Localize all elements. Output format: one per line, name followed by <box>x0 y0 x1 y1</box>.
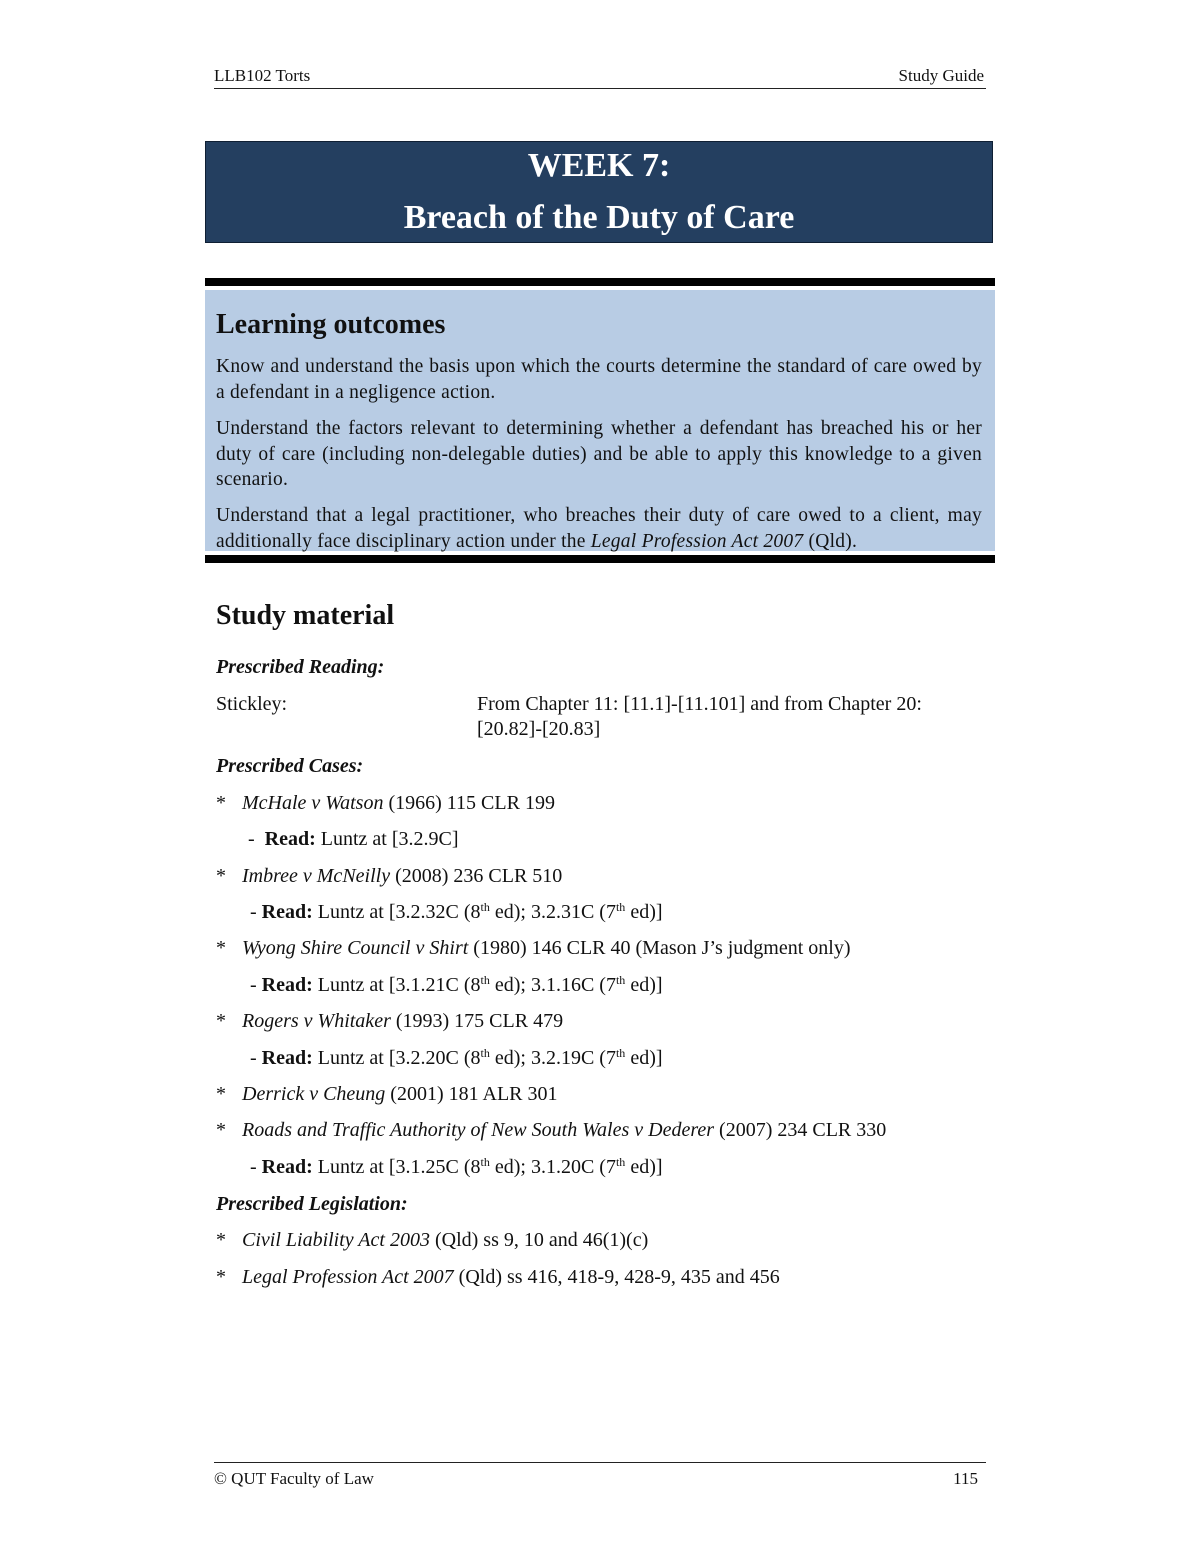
legislation-name: Legal Profession Act 2007 <box>242 1266 454 1288</box>
reading-chapters-line2: [20.82]-[20.83] <box>477 718 601 740</box>
case-name: Derrick v Cheung <box>242 1083 386 1105</box>
bullet: * <box>216 792 226 814</box>
bullet: * <box>216 865 226 887</box>
bullet: * <box>216 1229 226 1251</box>
case-reading: - Read: Luntz at [3.2.9C] <box>248 828 459 850</box>
learning-outcomes-box <box>205 278 995 563</box>
learning-outcomes-panel <box>205 290 995 551</box>
case-name: Imbree v McNeilly <box>242 865 391 887</box>
bullet: * <box>216 1010 226 1032</box>
case-reading: - Read: Luntz at [3.1.25C (8th ed); 3.1.20C (7th ed)] <box>250 1155 663 1178</box>
outcome-3: Understand that a legal practitioner, who breaches their duty of care owed to a client, may additionally face disciplinary action under the Legal Profession Act 2007 (Qld). <box>216 505 982 552</box>
case-reading: - Read: Luntz at [3.2.32C (8th ed); 3.2.31C (7th ed)] <box>250 900 663 923</box>
course-code: LLB102 Torts <box>214 66 311 85</box>
learning-outcomes-heading: Learning outcomes <box>216 309 446 340</box>
page-footer <box>214 1462 986 1493</box>
bullet: * <box>216 1119 226 1141</box>
case-name: Rogers v Whitaker <box>242 1010 391 1032</box>
case-item: McHale v Watson (1966) 115 CLR 199 <box>242 792 555 814</box>
case-item: Imbree v McNeilly (2008) 236 CLR 510 <box>242 865 563 887</box>
study-material-heading: Study material <box>216 600 395 631</box>
act-title: Legal Profession Act 2007 <box>590 530 804 552</box>
case-reading: - Read: Luntz at [3.1.21C (8th ed); 3.1.16C (7th ed)] <box>250 973 663 996</box>
page-header <box>214 66 986 89</box>
reading-chapters-line1: From Chapter 11: [11.1]-[11.101] and from Chapter 20: <box>477 693 922 715</box>
prescribed-cases-label: Prescribed Cases: <box>216 755 364 777</box>
page-number: 115 <box>953 1469 978 1488</box>
case-reading: - Read: Luntz at [3.2.20C (8th ed); 3.2.19C (7th ed)] <box>250 1046 663 1069</box>
case-name: Wyong Shire Council v Shirt <box>242 937 469 959</box>
bullet: * <box>216 1266 226 1288</box>
legislation-name: Civil Liability Act 2003 <box>242 1229 430 1251</box>
case-item: Roads and Traffic Authority of New South Wales v Dederer (2007) 234 CLR 330 <box>242 1119 887 1141</box>
guide-label: Study Guide <box>898 66 984 85</box>
case-name: Roads and Traffic Authority of New South Wales v Dederer <box>242 1119 715 1141</box>
outcome-1: Know and understand the basis upon which the courts determine the standard of care owed by a defendant in a negligence action. <box>216 356 982 403</box>
copyright: © QUT Faculty of Law <box>214 1469 374 1488</box>
case-item: Wyong Shire Council v Shirt (1980) 146 CLR 40 (Mason J’s judgment only) <box>242 937 851 959</box>
legislation-item: Civil Liability Act 2003 (Qld) ss 9, 10 and 46(1)(c) <box>242 1229 649 1251</box>
reading-source: Stickley: <box>216 693 288 715</box>
outcome-2: Understand the factors relevant to determining whether a defendant has breached his or her duty of care (including non-delegable duties) and be able to apply this knowledge to a given scenario. <box>216 418 982 490</box>
legislation-item: Legal Profession Act 2007 (Qld) ss 416, 418-9, 428-9, 435 and 456 <box>242 1266 780 1288</box>
case-item: Derrick v Cheung (2001) 181 ALR 301 <box>242 1083 558 1105</box>
bullet: * <box>216 1083 226 1105</box>
week-number: WEEK 7: <box>527 147 671 184</box>
prescribed-reading-label: Prescribed Reading: <box>216 656 385 678</box>
prescribed-legislation-label: Prescribed Legislation: <box>216 1193 408 1215</box>
case-name: McHale v Watson <box>242 792 384 814</box>
week-banner <box>205 141 993 243</box>
bullet: * <box>216 937 226 959</box>
case-item: Rogers v Whitaker (1993) 175 CLR 479 <box>242 1010 564 1032</box>
week-title: Breach of the Duty of Care <box>403 199 795 236</box>
